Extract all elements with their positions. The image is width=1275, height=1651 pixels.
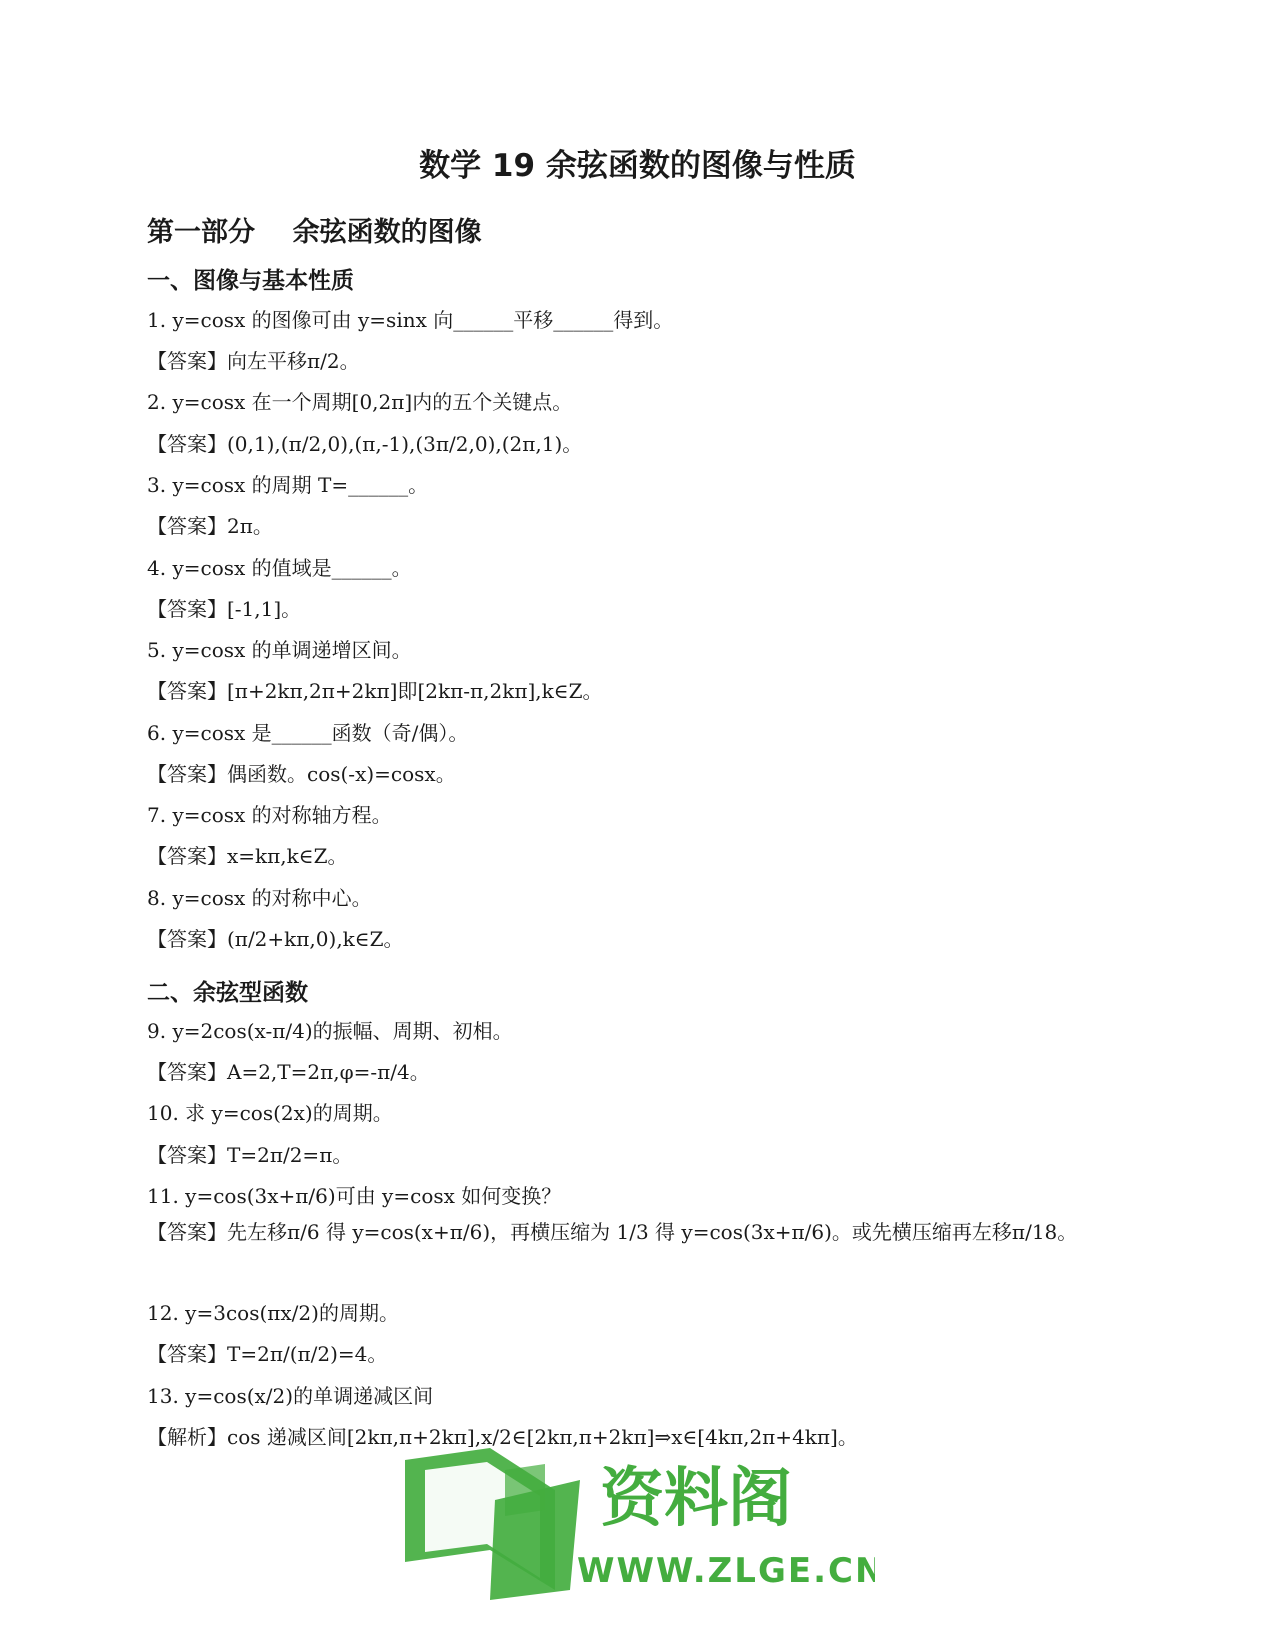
question-8: 8. y=cosx 的对称中心。	[147, 886, 372, 910]
answer-text: (0,1),(π/2,0),(π,-1),(3π/2,0),(2π,1)。	[227, 432, 583, 456]
answer-3	[147, 510, 273, 539]
question-6: 6. y=cosx 是______函数（奇/偶）。	[147, 721, 469, 745]
answer-text: [-1,1]。	[227, 597, 302, 621]
answer-6	[147, 758, 456, 787]
answer-label: 【答案】	[147, 597, 227, 621]
answer-1	[147, 345, 360, 374]
answer-label: 【答案】	[147, 844, 227, 868]
answer-label: 【答案】	[147, 762, 227, 786]
question-3: 3. y=cosx 的周期 T=______。	[147, 473, 429, 497]
answer-label: 【答案】	[147, 349, 227, 373]
question-7: 7. y=cosx 的对称轴方程。	[147, 803, 392, 827]
question-5: 5. y=cosx 的单调递增区间。	[147, 638, 412, 662]
question-9: 9. y=2cos(x-π/4)的振幅、周期、初相。	[147, 1019, 513, 1043]
answer-text: cos 递减区间[2kπ,π+2kπ],x/2∈[2kπ,π+2kπ]⇒x∈[4kπ,2π+4kπ]。	[227, 1425, 858, 1449]
answer-text: 偶函数。cos(-x)=cosx。	[227, 762, 456, 786]
answer-text: A=2,T=2π,φ=-π/4。	[227, 1060, 430, 1084]
part-heading: 第一部分 余弦函数的图像	[147, 217, 482, 248]
question-4: 4. y=cosx 的值域是______。	[147, 556, 412, 580]
answer-label: 【答案】	[147, 514, 227, 538]
answer-11	[147, 1214, 1127, 1250]
answer-text: T=2π/(π/2)=4。	[227, 1342, 388, 1366]
answer-label: 【答案】	[147, 679, 227, 703]
answer-5	[147, 675, 603, 704]
answer-2	[147, 428, 582, 457]
watermark-brand: 资料阁	[600, 1462, 792, 1536]
answer-label: 【答案】	[147, 1143, 227, 1167]
section-heading-1: 一、图像与基本性质	[147, 268, 354, 294]
answer-label: 【答案】	[147, 927, 227, 951]
answer-text: 先左移π/6 得 y=cos(x+π/6)，再横压缩为 1/3 得 y=cos(3x+π/6)。或先横压缩再左移π/18。	[227, 1220, 1078, 1244]
answer-text: 向左平移π/2。	[227, 349, 360, 373]
question-12: 12. y=3cos(πx/2)的周期。	[147, 1301, 399, 1325]
answer-text: 2π。	[227, 514, 273, 538]
answer-text: [π+2kπ,2π+2kπ]即[2kπ-π,2kπ],k∈Z。	[227, 679, 603, 703]
answer-text: T=2π/2=π。	[227, 1143, 353, 1167]
answer-4	[147, 593, 301, 622]
answer-label: 【答案】	[147, 1342, 227, 1366]
answer-10	[147, 1139, 352, 1168]
answer-7	[147, 840, 347, 869]
question-10: 10. 求 y=cos(2x)的周期。	[147, 1101, 393, 1125]
folder-book-icon	[395, 1440, 875, 1605]
answer-label: 【解析】	[147, 1425, 227, 1449]
section-heading-2: 二、余弦型函数	[147, 980, 308, 1006]
answer-12	[147, 1338, 387, 1367]
watermark-logo	[395, 1440, 875, 1605]
answer-label: 【答案】	[147, 432, 227, 456]
answer-text: x=kπ,k∈Z。	[227, 844, 348, 868]
question-13: 13. y=cos(x/2)的单调递减区间	[147, 1384, 434, 1408]
question-11: 11. y=cos(3x+π/6)可由 y=cosx 如何变换？	[147, 1184, 562, 1208]
question-2: 2. y=cosx 在一个周期[0,2π]内的五个关键点。	[147, 390, 573, 414]
watermark-url: WWW.ZLGE.CN	[577, 1551, 875, 1591]
answer-label: 【答案】	[147, 1060, 227, 1084]
answer-8	[147, 923, 404, 952]
answer-text: (π/2+kπ,0),k∈Z。	[227, 927, 404, 951]
answer-9	[147, 1056, 430, 1085]
question-1: 1. y=cosx 的图像可由 y=sinx 向______平移______得到。	[147, 308, 674, 332]
answer-label: 【答案】	[147, 1220, 227, 1244]
document-title: 数学 19 余弦函数的图像与性质	[419, 148, 856, 184]
